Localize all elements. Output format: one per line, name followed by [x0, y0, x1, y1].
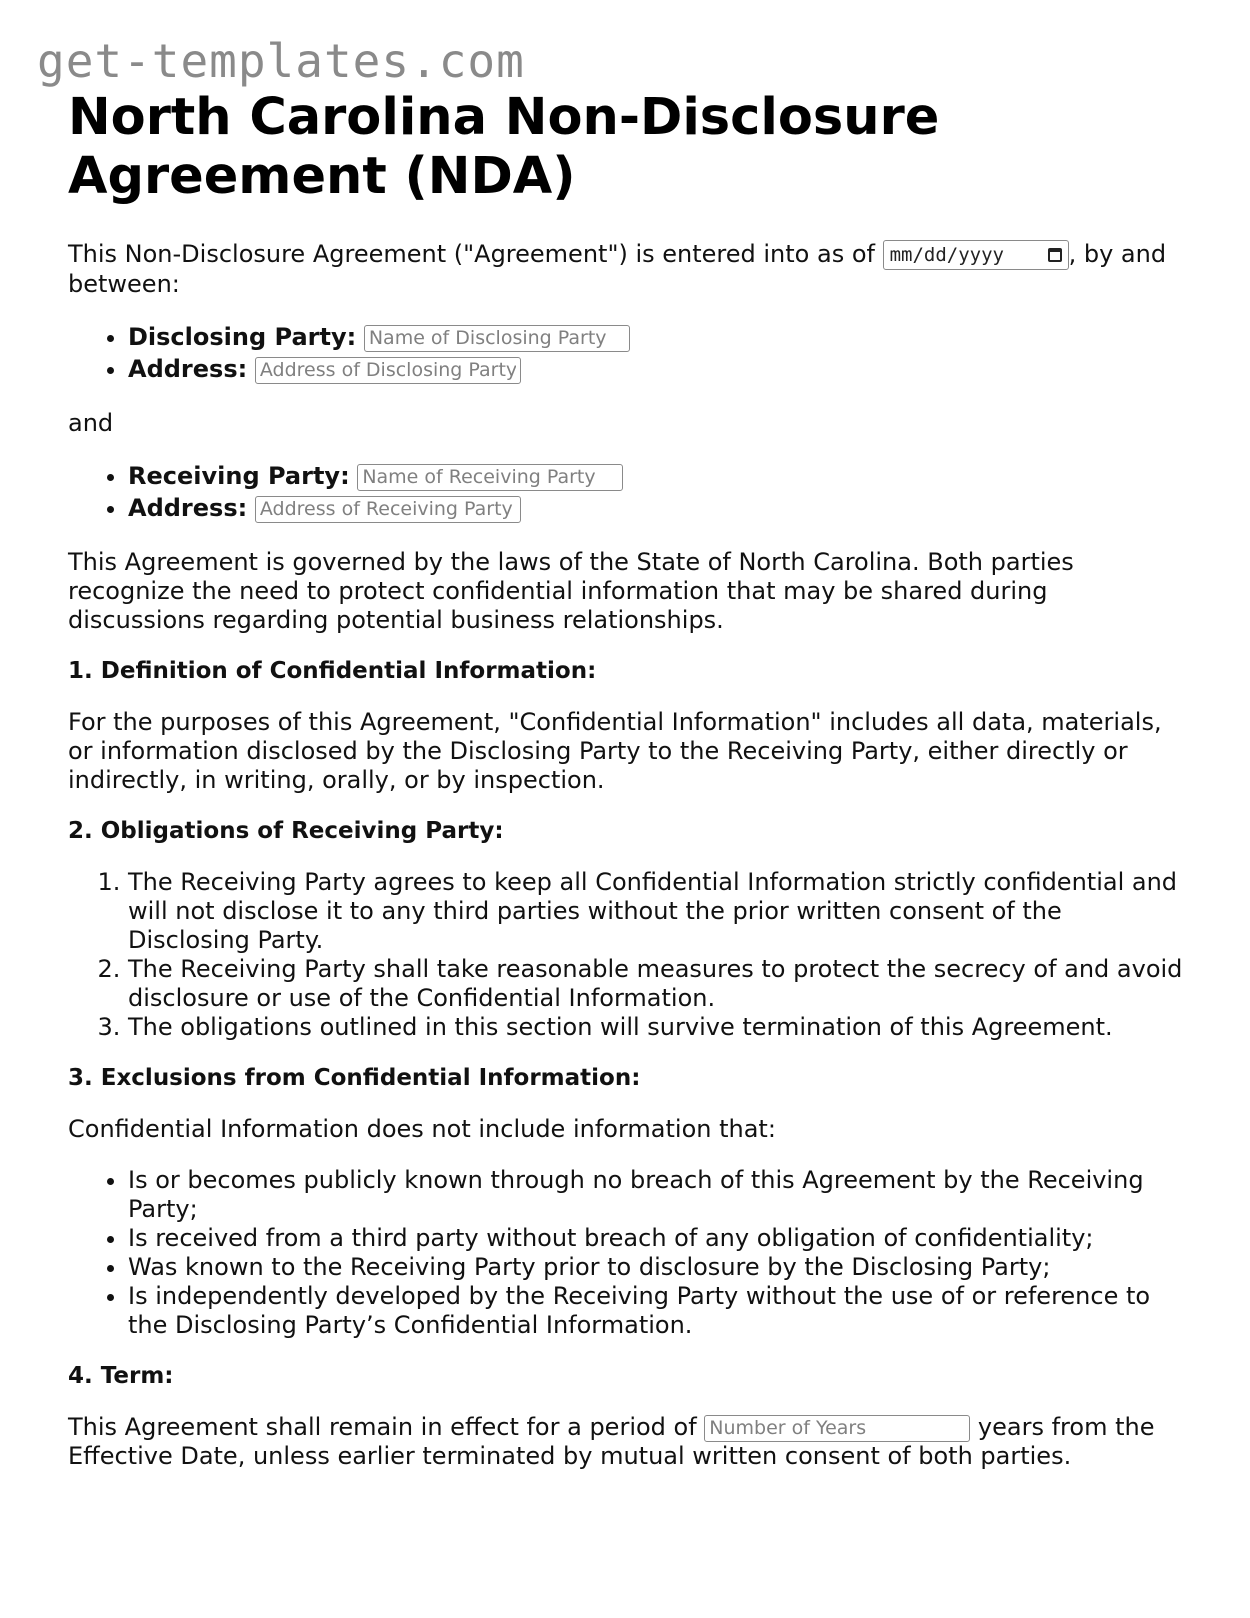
section3-intro: Confidential Information does not include information that: [68, 1115, 776, 1143]
intro-text-before: This Non-Disclosure Agreement ("Agreement") is entered into as of [68, 240, 883, 268]
watermark: get-templates.com [37, 34, 525, 88]
list-item: • Is or becomes publicly known through no breach of this Agreement by the Receiving Party; [128, 1166, 1188, 1224]
list-item: • Was known to the Receiving Party prior to disclosure by the Disclosing Party; [128, 1253, 1188, 1282]
receiving-party-list [68, 460, 1188, 524]
section1-heading: 1. Definition of Confidential Information: [68, 658, 597, 684]
intro-paragraph [68, 240, 1188, 299]
exclusions-list [68, 1166, 1188, 1340]
disclosing-party-name-input[interactable] [364, 325, 630, 352]
term-text-after: years from the Effective Date, unless earlier terminated by mutual written consent of both parties. [68, 1413, 1155, 1470]
section4-text [68, 1413, 1188, 1471]
disclosing-party-label: Disclosing Party: [128, 323, 357, 351]
list-item: • Is independently developed by the Receiving Party without the use of or reference to the Disclosing Party’s Confidential Information. [128, 1282, 1188, 1340]
receiving-address-input[interactable] [255, 496, 521, 523]
section1-text: For the purposes of this Agreement, "Confidential Information" includes all data, materials, or information disclosed by the Disclosing Party to the Receiving Party, either directly or indirectly, in writing, orally, or by inspection. [68, 708, 1162, 794]
section2-heading: 2. Obligations of Receiving Party: [68, 818, 504, 844]
effective-date-input[interactable] [883, 240, 1069, 270]
receiving-party-name-input[interactable] [357, 464, 623, 491]
receiving-address-label: Address: [128, 494, 248, 522]
date-placeholder: mm/dd/yyyy [889, 243, 1004, 266]
calendar-icon[interactable] [1048, 248, 1062, 262]
list-item: 2. The Receiving Party shall take reasonable measures to protect the secrecy of and avoid disclosure or use of the Confidential Information. [128, 955, 1188, 1013]
and-text: and [68, 409, 114, 437]
disclosing-address-input[interactable] [255, 357, 521, 384]
section4-heading: 4. Term: [68, 1363, 174, 1389]
document-body [68, 88, 1188, 1493]
list-item [128, 460, 1188, 492]
list-item: 3. The obligations outlined in this section will survive termination of this Agreement. [128, 1013, 1188, 1042]
intro-text-after: , by and between: [68, 240, 1167, 298]
receiving-party-label: Receiving Party: [128, 462, 350, 490]
list-item [128, 321, 1188, 353]
list-item: 1. The Receiving Party agrees to keep all Confidential Information strictly confidential and will not disclose it to any third parties without the prior written consent of the Disclosing Party. [128, 868, 1188, 955]
number-of-years-input[interactable] [704, 1415, 970, 1442]
term-text-before: This Agreement shall remain in effect for a period of [68, 1413, 705, 1441]
list-item [128, 492, 1188, 524]
list-item [128, 353, 1188, 385]
document-title: North Carolina Non-Disclosure Agreement (NDA) [68, 88, 940, 206]
disclosing-address-label: Address: [128, 355, 248, 383]
list-item: • Is received from a third party without breach of any obligation of confidentiality; [128, 1224, 1188, 1253]
obligations-list [68, 868, 1188, 1042]
governing-law-paragraph: This Agreement is governed by the laws of the State of North Carolina. Both parties recognize the need to protect confidential information that may be shared during discussions regarding potential business relationships. [68, 548, 1074, 634]
section3-heading: 3. Exclusions from Confidential Information: [68, 1065, 641, 1091]
disclosing-party-list [68, 321, 1188, 385]
